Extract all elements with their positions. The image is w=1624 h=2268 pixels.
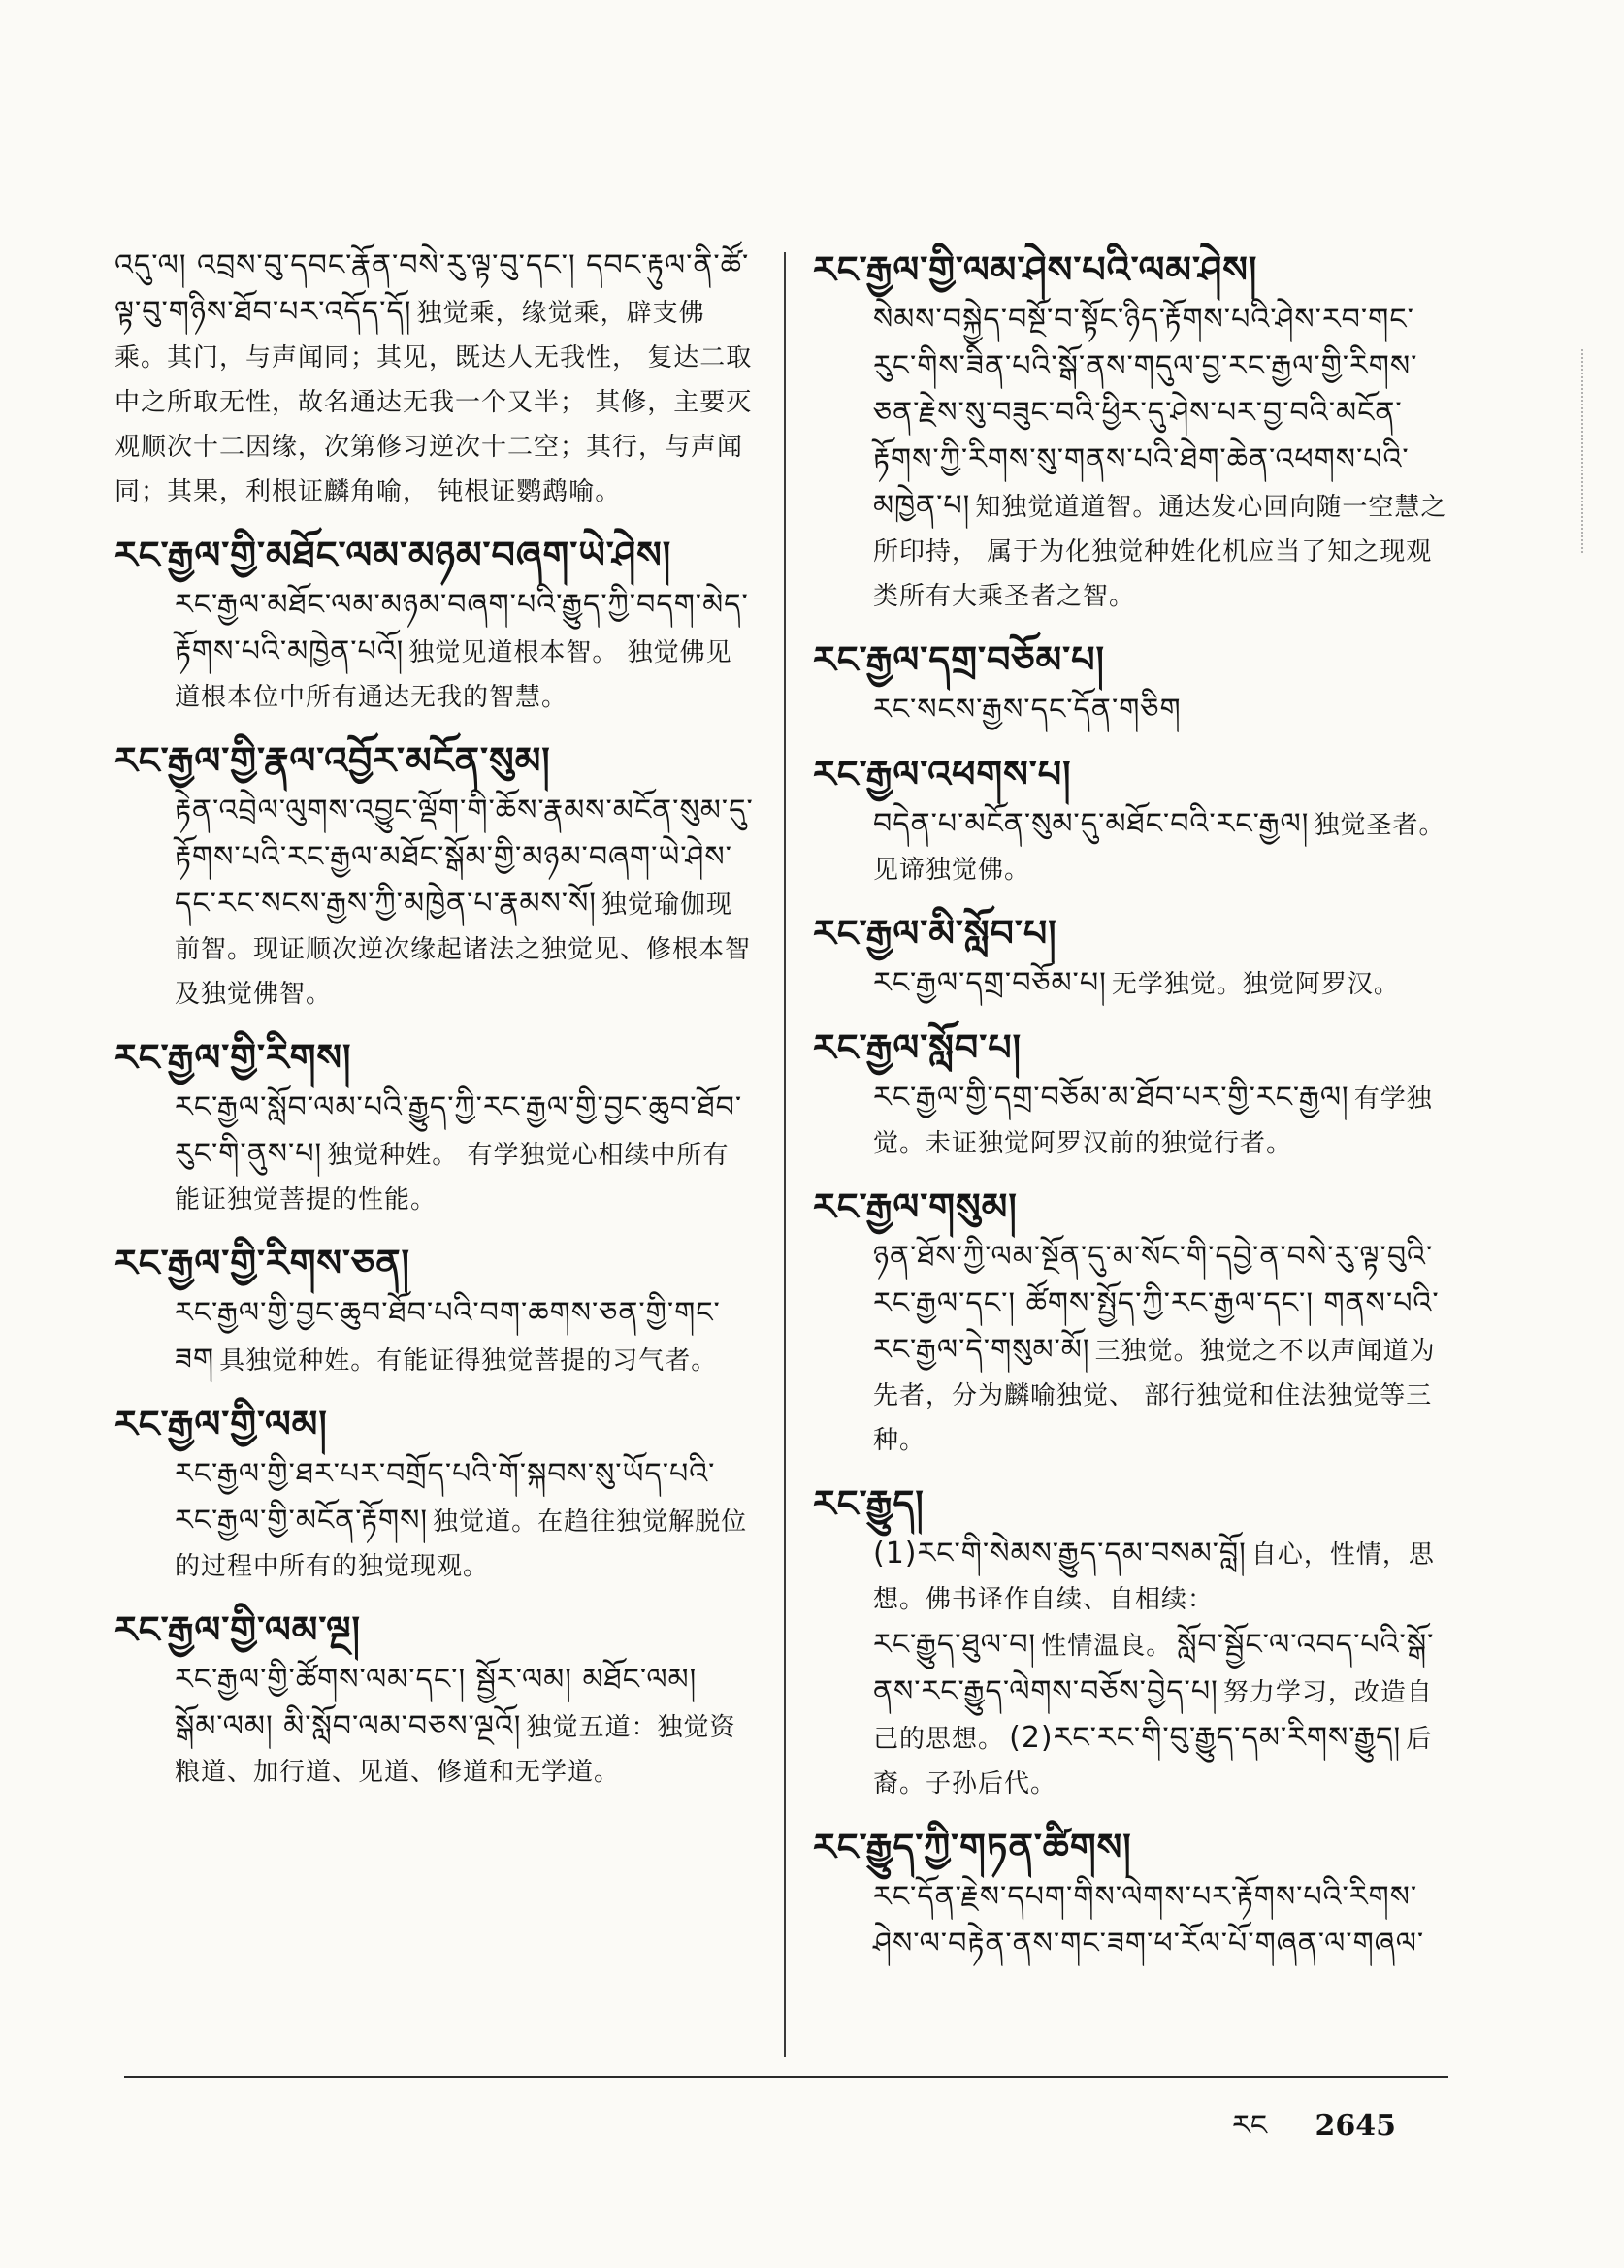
tibetan-definition: རྟེན་འབྲེལ་ལུགས་འབྱུང་ལྡོག་གི་ཆོས་རྣམས་མངོན་སུམ་དུ་རྟོགས་པའི་རང་རྒྱལ་མཐོང་སྒོམ་གྱི་མཉམ་བཞག་ཡེ་ཤེས་དང་རང་སངས་རྒྱས་ཀྱི་མཁྱེན་པ་རྣམས་སོ། xyxy=(175,794,754,921)
entry xyxy=(813,632,1448,733)
tibetan-definition: རང་རྒྱལ་དགྲ་བཅོམ་པ། xyxy=(873,966,1107,1000)
headword: རང་རྒྱལ་འཕགས་པ། xyxy=(813,753,1072,795)
tibetan-definition: རང་རྒྱལ་གྱི་བྱང་ཆུབ་ཐོབ་པའི་བག་ཆགས་ཅན་གྱི་གང་ཟག xyxy=(175,1296,721,1377)
entry xyxy=(813,1021,1448,1166)
entry xyxy=(813,243,1448,619)
example xyxy=(873,1622,1448,1806)
tibetan-definition: (1)རང་གི་སེམས་རྒྱུད་དམ་བསམ་བློ། xyxy=(873,1537,1247,1571)
column-divider xyxy=(784,252,786,2057)
headword: རང་རྒྱལ་གྱི་རིགས་ཅན། xyxy=(114,1242,410,1284)
tibetan-definition: རང་སངས་རྒྱས་དང་དོན་གཅིག xyxy=(873,693,1182,727)
tibetan-example: (2)རང་རང་གི་བུ་རྒྱུད་དམ་རིགས་རྒྱུད། xyxy=(1009,1721,1402,1755)
headword: རང་རྒྱལ་གྱི་མཐོང་ལམ་མཉམ་བཞག་ཡེ་ཤེས། xyxy=(114,534,672,576)
headword: རང་རྒྱལ་དགྲ་བཅོམ་པ། xyxy=(813,638,1105,681)
tibetan-definition: རང་རྒྱལ་གྱི་ཐར་པར་བགྲོད་པའི་གོ་སྐབས་སུ་ཡོད་པའི་རང་རྒྱལ་གྱི་མངོན་རྟོགས། xyxy=(175,1457,716,1538)
chinese-definition: 独觉见道根本智。 独觉佛见道根本位中所有通达无我的智慧。 xyxy=(175,638,732,712)
headword: རང་རྒྱུད་ཀྱི་གཏན་ཚིགས། xyxy=(813,1826,1132,1868)
chinese-example: 努力学习，改造自己的思想。 xyxy=(873,1678,1433,1754)
chinese-definition: 独觉五道：独觉资粮道、加行道、见道、修道和无学道。 xyxy=(175,1713,736,1787)
tibetan-definition: རང་དོན་རྗེས་དཔག་གིས་ལེགས་པར་རྟོགས་པའི་རིགས་ཤེས་ལ་བརྟེན་ནས་གང་ཟག་ཕ་རོལ་པོ་གཞན་ལ་གཞལ་ xyxy=(873,1880,1425,1960)
chinese-definition: 自心，性情，思想。佛书译作自续、自相续： xyxy=(873,1540,1435,1614)
entry xyxy=(114,1236,755,1383)
chinese-definition: 三独觉。独觉之不以声闻道为先者，分为麟喻独觉、 部行独觉和住法独觉等三种。 xyxy=(873,1337,1436,1455)
chinese-example: 后裔。子孙后代。 xyxy=(873,1725,1433,1798)
right-column xyxy=(813,243,1448,1981)
headword: རང་རྒྱལ་གྱི་རིགས། xyxy=(114,1036,352,1079)
tibetan-definition: རང་རྒྱལ་མཐོང་ལམ་མཉམ་བཞག་པའི་རྒྱུད་ཀྱི་བདག་མེད་རྟོགས་པའི་མཁྱེན་པའོ། xyxy=(175,588,749,668)
chinese-example: 性情温良。 xyxy=(1041,1632,1173,1661)
margin-scan-marks xyxy=(1581,349,1605,553)
entry xyxy=(813,906,1448,1007)
chinese-definition: 独觉道。在趋往独觉解脱位的过程中所有的独觉现观。 xyxy=(175,1507,748,1581)
chinese-definition: 知独觉道道智。通达发心回向随一空慧之所印持， 属于为化独觉种姓化机应当了知之现观类所有大乘圣者之智。 xyxy=(873,493,1447,611)
tibetan-definition: ཉན་ཐོས་ཀྱི་ལམ་སྔོན་དུ་མ་སོང་གི་དབྱེ་ན་བསེ་རུ་ལྟ་བུའི་རང་རྒྱལ་དང་། ཚོགས་སྤྱོད་ཀྱི་རང་རྒྱལ་དང་། གནས་པའི་རང་རྒྱལ་དེ་གསུམ་མོ། xyxy=(873,1240,1440,1367)
headword: རང་རྒྱལ་གསུམ། xyxy=(813,1185,1018,1228)
chinese-definition: 具独觉种姓。有能证得独觉菩提的习气者。 xyxy=(219,1346,718,1376)
chinese-definition: 无学独觉。独觉阿罗汉。 xyxy=(1111,970,1400,999)
page-number: 2645 xyxy=(1315,2109,1397,2143)
footer-rule xyxy=(124,2076,1448,2078)
page-folio xyxy=(1232,2093,1396,2175)
entry xyxy=(114,1030,755,1222)
tibetan-example: སློབ་སྦྱོང་ལ་འབད་པའི་སྒོ་ནས་རང་རྒྱུད་ལེགས་བཅོས་བྱེད་པ། xyxy=(873,1628,1435,1708)
entry xyxy=(114,1603,755,1795)
chinese-definition: 独觉圣者。见谛独觉佛。 xyxy=(873,811,1445,885)
entry xyxy=(114,733,755,1017)
entry xyxy=(813,1476,1448,1806)
headword: རང་རྒྱལ་གྱི་ལམ། xyxy=(114,1403,328,1445)
headword: རང་རྒྱལ་གྱི་ལམ་ལྔ། xyxy=(114,1608,361,1651)
left-column xyxy=(114,243,755,1808)
headword: རང་རྒྱུད། xyxy=(813,1482,925,1525)
headword: རང་རྒྱལ་མི་སློབ་པ། xyxy=(813,912,1057,955)
entry xyxy=(813,1180,1448,1463)
tibetan-definition: རང་རྒྱལ་སློབ་ལམ་པའི་རྒྱུད་ཀྱི་རང་རྒྱལ་གྱི་བྱང་ཆུབ་ཐོབ་རུང་གི་ནུས་པ། xyxy=(175,1090,743,1171)
headword: རང་རྒྱལ་སློབ་པ། xyxy=(813,1026,1023,1069)
entry xyxy=(114,528,755,720)
chinese-definition: 独觉种姓。 有学独觉心相续中所有能证独觉菩提的性能。 xyxy=(175,1141,730,1215)
chinese-definition: 独觉瑜伽现前智。现证顺次逆次缘起诸法之独觉见、修根本智及独觉佛智。 xyxy=(175,891,752,1009)
entry xyxy=(114,243,755,514)
tibetan-definition: རང་རྒྱལ་གྱི་ཚོགས་ལམ་དང་། སྦྱོར་ལམ། མཐོང་ལམ། སྒོམ་ལམ། མི་སློབ་ལམ་བཅས་ལྔའོ། xyxy=(175,1663,698,1743)
entry xyxy=(114,1397,755,1589)
tibetan-example: རང་རྒྱུད་ཐུལ་བ། xyxy=(873,1628,1037,1662)
headword: རང་རྒྱལ་གྱི་ལམ་ཤེས་པའི་ལམ་ཤེས། xyxy=(813,248,1258,291)
chinese-definition: 独觉乘，缘觉乘，辟支佛乘。其门，与声闻同；其见，既达人无我性， 复达二取中之所取无性，故名通达无我一个又半； 其修，主要灭观顺次十二因缘，次第修习逆次十二空；其行，与声闻同；其果，利根证麟角喻， 钝根证鹦鹉喻。 xyxy=(114,299,753,506)
chinese-definition: 有学独觉。未证独觉阿罗汉前的独觉行者。 xyxy=(873,1085,1433,1158)
entry xyxy=(813,1820,1448,1967)
entry xyxy=(813,747,1448,892)
tibetan-definition: སེམས་བསྐྱེད་བསྔོ་བ་སྟོང་ཉིད་རྟོགས་པའི་ཤེས་རབ་གང་རུང་གིས་ཟིན་པའི་སྒོ་ནས་གདུལ་བྱ་རང་རྒྱལ་གྱི་རིགས་ཅན་རྗེས་སུ་བཟུང་བའི་ཕྱིར་དུ་ཤེས་པར་བྱ་བའི་མངོན་རྟོགས་ཀྱི་རིགས་སུ་གནས་པའི་ཐེག་ཆེན་འཕགས་པའི་མཁྱེན་པ། xyxy=(873,303,1418,523)
folio-tibetan: རང xyxy=(1232,2109,1267,2143)
tibetan-definition: རང་རྒྱལ་གྱི་དགྲ་བཅོམ་མ་ཐོབ་པར་གྱི་རང་རྒྱལ། xyxy=(873,1081,1349,1115)
tibetan-definition: འདུ་ལ། འབྲས་བུ་དབང་རྣོན་བསེ་རུ་ལྟ་བུ་དང་། དབང་རྟུལ་ནི་ཚོ་ལྟ་བུ་གཉིས་ཐོབ་པར་འདོད་དོ། xyxy=(114,248,750,329)
tibetan-definition: བདེན་པ་མངོན་སུམ་དུ་མཐོང་བའི་རང་རྒྱལ། xyxy=(873,807,1310,841)
headword: རང་རྒྱལ་གྱི་རྣལ་འབྱོར་མངོན་སུམ། xyxy=(114,739,551,782)
